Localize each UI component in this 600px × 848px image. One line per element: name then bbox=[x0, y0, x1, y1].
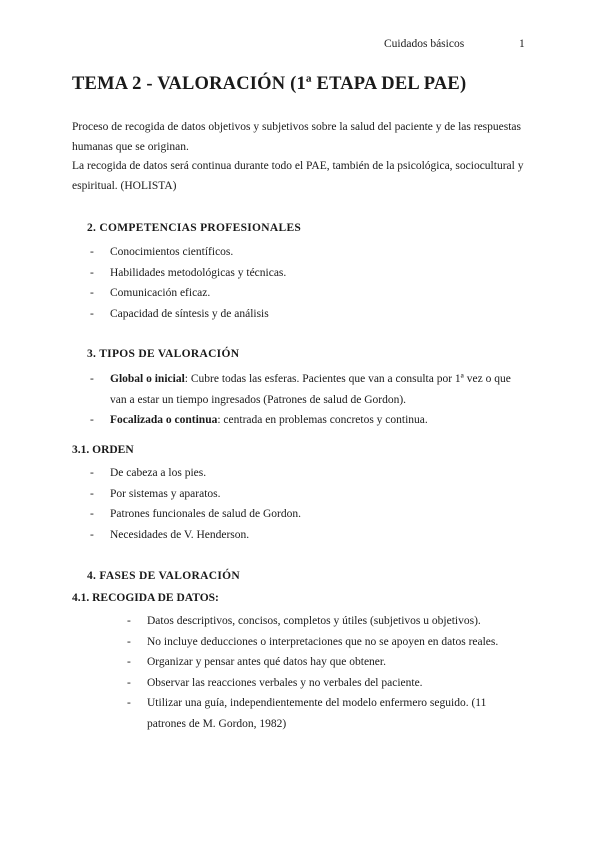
section-heading-fases: 4. FASES DE VALORACIÓN bbox=[87, 570, 240, 582]
list-item: - Por sistemas y aparatos. bbox=[90, 484, 520, 505]
competencias-list bbox=[90, 242, 520, 324]
term-description: : Cubre todas las esferas. Pacientes que van a consulta por 1ª vez o que van a estar un tiempo ingresados (Patrones de salud de Gordon). bbox=[110, 373, 511, 406]
term-global-inicial: Global o inicial bbox=[110, 373, 185, 385]
list-item: - Datos descriptivos, concisos, completos y útiles (subjetivos u objetivos). bbox=[127, 611, 527, 632]
running-header-title: Cuidados básicos bbox=[384, 38, 465, 50]
list-item: - Necesidades de V. Henderson. bbox=[90, 525, 520, 546]
section-heading-tipos: 3. TIPOS DE VALORACIÓN bbox=[87, 348, 240, 360]
document-title: TEMA 2 - VALORACIÓN (1ª ETAPA DEL PAE) bbox=[72, 74, 467, 94]
section-heading-competencias: 2. COMPETENCIAS PROFESIONALES bbox=[87, 222, 302, 234]
subsection-heading-recogida: 4.1. RECOGIDA DE DATOS: bbox=[72, 592, 219, 604]
list-item: - Comunicación eficaz. bbox=[90, 283, 520, 304]
intro-paragraph-2: La recogida de datos será continua durante todo el PAE, también de la psicológica, sociocultural y espiritual. (HOLISTA) bbox=[72, 160, 524, 192]
list-item bbox=[90, 410, 520, 431]
term-description: : centrada en problemas concretos y continua. bbox=[217, 414, 428, 426]
orden-list bbox=[90, 463, 520, 545]
subsection-heading-orden: 3.1. ORDEN bbox=[72, 444, 134, 456]
page-number: 1 bbox=[519, 38, 525, 50]
tipos-list bbox=[90, 369, 520, 431]
list-item: - De cabeza a los pies. bbox=[90, 463, 520, 484]
term-focalizada: Focalizada o continua bbox=[110, 414, 218, 426]
list-item: - Organizar y pensar antes qué datos hay que obtener. bbox=[127, 652, 527, 673]
list-item: - Capacidad de síntesis y de análisis bbox=[90, 304, 520, 325]
list-item: - No incluye deducciones o interpretaciones que no se apoyen en datos reales. bbox=[127, 632, 527, 653]
list-item bbox=[90, 369, 520, 410]
recogida-list bbox=[127, 611, 527, 734]
list-item: - Habilidades metodológicas y técnicas. bbox=[90, 263, 520, 284]
list-item: - Patrones funcionales de salud de Gordon. bbox=[90, 504, 520, 525]
list-item: - Observar las reacciones verbales y no verbales del paciente. bbox=[127, 673, 527, 694]
list-item: - Utilizar una guía, independientemente del modelo enfermero seguido. (11 patrones de M. Gordon, 1982) bbox=[127, 693, 527, 734]
list-item: - Conocimientos científicos. bbox=[90, 242, 520, 263]
intro-paragraph-1: Proceso de recogida de datos objetivos y subjetivos sobre la salud del paciente y de las respuestas humanas que se originan. bbox=[72, 121, 522, 153]
